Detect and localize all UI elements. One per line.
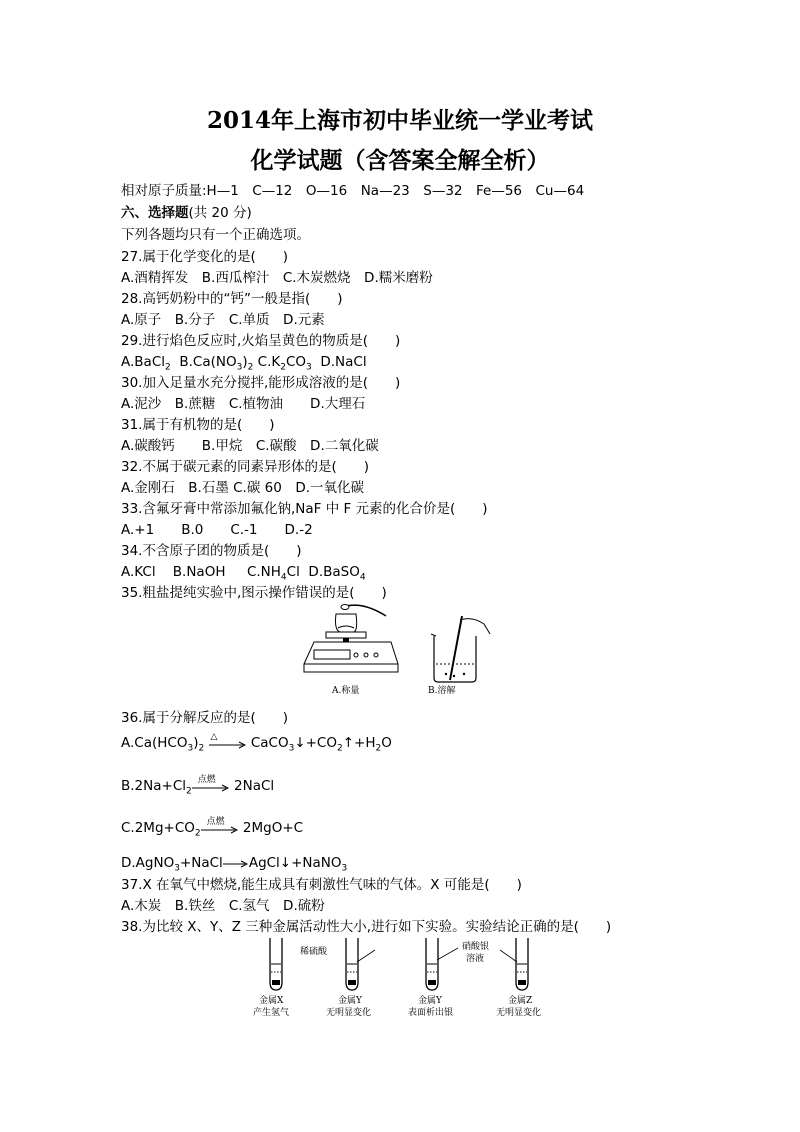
reagent-label-2a: 硝酸银: [462, 942, 490, 952]
q36-a-left-sub: 3: [187, 743, 194, 754]
arrow-icon: [223, 857, 249, 869]
section-heading: [121, 204, 252, 222]
balance-figure: [296, 602, 406, 682]
q34-opt-d: D.BaSO: [308, 564, 360, 580]
q36-b-left-sub: 2: [186, 786, 192, 797]
question-33-options: A.+1 B.0 C.-1 D.-2: [121, 522, 313, 538]
section-title: 六、选择题: [121, 205, 189, 221]
tube-4-metal: 金属Z: [508, 996, 533, 1006]
reagent-label-2b: 溶液: [466, 954, 485, 964]
q34-opt-b: B.NaOH: [172, 564, 226, 580]
question-37: 37.X 在氧气中燃烧,能生成具有刺激性气味的气体。X 可能是( ): [121, 877, 522, 893]
tube-3-metal: 金属Y: [418, 996, 442, 1006]
question-27: 27.属于化学变化的是( ): [121, 249, 289, 265]
q36-a-right2-sub: 2: [337, 743, 343, 754]
q36-a-left-sub2: 2: [198, 743, 205, 754]
question-38: 38.为比较 X、Y、Z 三种金属活动性大小,进行如下实验。实验结论正确的是( ): [121, 919, 612, 935]
question-29: 29.进行焰色反应时,火焰呈黄色的物质是( ): [121, 333, 401, 349]
tube-2-metal: 金属Y: [338, 996, 362, 1006]
q34-opt-d-sub: 4: [359, 572, 366, 583]
q36-a-left-close: ): [193, 735, 199, 751]
question-28: 28.高钙奶粉中的“钙”一般是指( ): [121, 291, 343, 307]
q36-c-right: 2MgO+C: [242, 820, 304, 836]
q29-opt-b-sub1: 3: [236, 362, 243, 373]
q36-b-right: 2NaCl: [234, 778, 275, 794]
q36-option-b: [121, 777, 274, 801]
q29-opt-c-mid: CO: [285, 354, 307, 370]
q29-opt-c-sub2: 3: [306, 362, 312, 373]
question-28-options: A.原子 B.分子 C.单质 D.元素: [121, 312, 325, 328]
atomic-mass-line: 相对原子质量:H—1 C—12 O—16 Na—23 S—32 Fe—56 Cu—64: [121, 183, 585, 199]
reagent-label-1: 稀硫酸: [300, 947, 328, 957]
q36-c-left: C.2Mg+CO: [121, 820, 195, 836]
section-note: (共 20 分): [188, 205, 252, 221]
question-33: 33.含氟牙膏中常添加氟化钠,NaF 中 F 元素的化合价是( ): [121, 501, 488, 517]
question-35: 35.粗盐提纯实验中,图示操作错误的是( ): [121, 585, 387, 601]
q29-opt-b-close: ): [242, 354, 248, 370]
q36-option-d: [121, 854, 347, 878]
beaker-figure: [424, 612, 494, 684]
question-37-options: A.木炭 B.铁丝 C.氢气 D.硫粉: [121, 898, 325, 914]
instruction: 下列各题均只有一个正确选项。: [121, 227, 310, 243]
test-tube-2: [346, 938, 375, 990]
title-line-2: 化学试题（含答案全解全析）: [250, 147, 550, 174]
test-tubes-figure: [250, 934, 560, 996]
title-line-1: 2014年上海市初中毕业统一学业考试: [206, 107, 593, 134]
q36-d-right: AgCl↓+NaNO: [248, 855, 342, 871]
q29-opt-d: D.NaCl: [320, 354, 367, 370]
q34-opt-a: A.KCl: [121, 564, 156, 580]
q36-b-condition: 点燃: [197, 775, 216, 785]
question-32: 32.不属于碳元素的同素异形体的是( ): [121, 459, 370, 475]
q36-a-right: CaCO: [250, 735, 289, 751]
q36-a-left: A.Ca(HCO: [121, 735, 188, 751]
q36-option-c: [121, 819, 303, 843]
q36-d-left: D.AgNO: [121, 855, 175, 871]
q36-a-right4: O: [381, 735, 392, 751]
q29-opt-b: B.Ca(NO: [179, 354, 237, 370]
question-31-options: A.碳酸钙 B.甲烷 C.碳酸 D.二氧化碳: [121, 438, 379, 454]
tube-1-result: 产生氢气: [253, 1008, 290, 1018]
test-tube-3: [426, 938, 458, 990]
q36-a-right3-sub: 2: [375, 743, 382, 754]
tube-4-result: 无明显变化: [496, 1008, 542, 1018]
tube-1-metal: 金属X: [259, 996, 284, 1006]
q36-c-condition: 点燃: [206, 817, 225, 827]
heat-arrow-icon: [209, 732, 247, 749]
q36-d-left-sub: 3: [174, 863, 180, 874]
q36-d-right-sub: 3: [341, 863, 348, 874]
q34-opt-c: C.NH: [246, 564, 281, 580]
test-tube-1: [270, 938, 282, 990]
q29-opt-b-sub2: 2: [247, 362, 254, 373]
q36-a-condition: △: [210, 732, 218, 742]
q36-a-right3: ↑+H: [342, 735, 376, 751]
q36-d-left2: +NaCl: [179, 855, 223, 871]
question-36: 36.属于分解反应的是( ): [121, 710, 289, 726]
question-30: 30.加入足量水充分搅拌,能形成溶液的是( ): [121, 375, 401, 391]
q36-c-left-sub: 2: [194, 828, 201, 839]
question-32-options: A.金刚石 B.石墨 C.碳 60 D.一氧化碳: [121, 480, 365, 496]
q29-opt-a: A.BaCl: [121, 354, 166, 370]
question-34: 34.不含原子团的物质是( ): [121, 543, 302, 559]
figure-a-label: A.称量: [332, 686, 360, 696]
test-tube-4: [500, 938, 528, 990]
question-30-options: A.泥沙 B.蔗糖 C.植物油 D.大理石: [121, 396, 366, 412]
q36-b-left: B.2Na+Cl: [121, 778, 187, 794]
q29-opt-c: C.K: [257, 354, 281, 370]
q36-a-right2: ↓+CO: [294, 735, 337, 751]
tube-2-result: 无明显变化: [326, 1008, 372, 1018]
figure-b-label: B.溶解: [428, 686, 456, 696]
ignite-arrow-icon: [192, 775, 230, 792]
q36-option-a: [121, 734, 392, 758]
question-27-options: A.酒精挥发 B.西瓜榨汁 C.木炭燃烧 D.糯米磨粉: [121, 270, 433, 286]
ignite-arrow-icon: [201, 817, 239, 834]
tube-3-result: 表面析出银: [408, 1008, 454, 1018]
q34-opt-c-sub: 4: [280, 572, 287, 583]
q29-opt-c-sub1: 2: [280, 362, 286, 373]
q36-a-right-sub: 3: [288, 743, 295, 754]
question-31: 31.属于有机物的是( ): [121, 417, 275, 433]
q29-opt-a-sub: 2: [165, 362, 171, 373]
q34-opt-c-end: Cl: [286, 564, 300, 580]
